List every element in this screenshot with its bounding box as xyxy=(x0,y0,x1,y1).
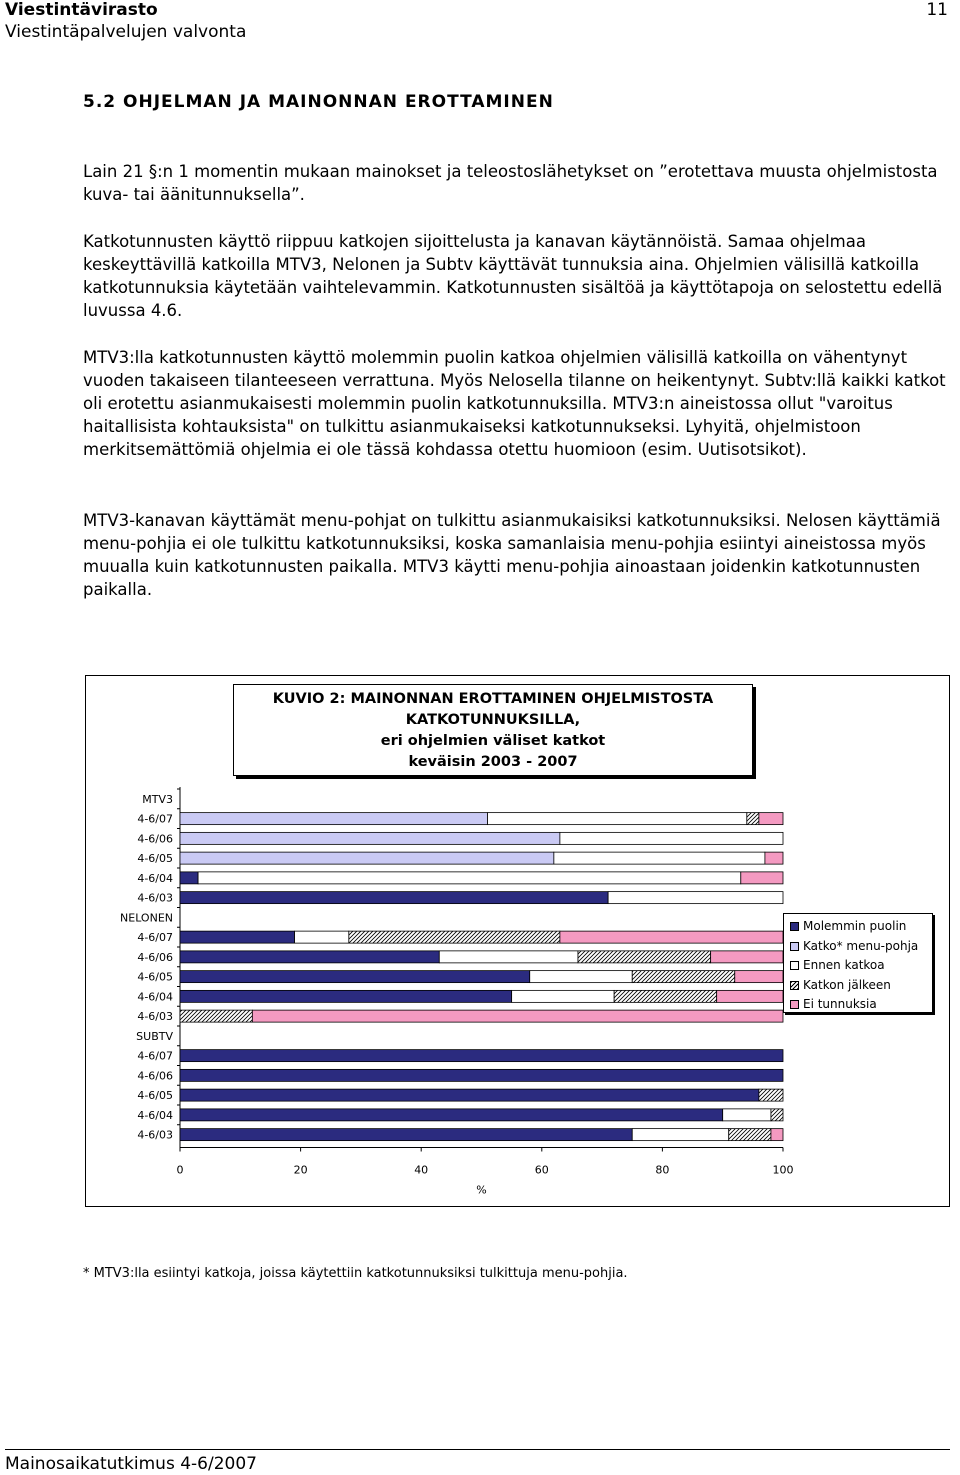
legend-item xyxy=(790,956,932,976)
bar-segment xyxy=(747,813,759,825)
bar-segment xyxy=(735,971,783,983)
bar-segment xyxy=(180,1089,759,1101)
footer-text: Mainosaikatutkimus 4-6/2007 xyxy=(5,1454,257,1474)
bar-segment xyxy=(759,813,783,825)
bar-segment xyxy=(180,872,198,884)
chart-legend xyxy=(783,913,933,1013)
bar-segment xyxy=(608,892,783,904)
chart-title-line: KUVIO 2: MAINONNAN EROTTAMINEN OHJELMISTOSTA xyxy=(272,691,714,707)
y-tick-label: 4-6/07 xyxy=(137,1049,173,1063)
footer-divider xyxy=(5,1449,950,1450)
legend-swatch-icon xyxy=(790,922,799,931)
y-group-label: NELONEN xyxy=(120,911,173,925)
bar-segment xyxy=(180,852,554,864)
bar-segment xyxy=(741,872,783,884)
legend-swatch-icon xyxy=(790,942,799,951)
x-axis-label: % xyxy=(476,1183,487,1197)
bar-segment xyxy=(180,892,608,904)
bar-segment xyxy=(180,813,488,825)
bar-segment xyxy=(759,1089,783,1101)
y-tick-label: 4-6/03 xyxy=(137,1128,173,1142)
bar-segment xyxy=(530,971,633,983)
bar-segment xyxy=(180,1050,783,1062)
organization-name: Viestintävirasto xyxy=(5,0,158,20)
chart-title-line: eri ohjelmien väliset katkot xyxy=(380,733,606,749)
legend-item xyxy=(790,995,932,1015)
legend-item xyxy=(790,917,932,937)
bar-segment xyxy=(180,951,439,963)
y-tick-label: 4-6/06 xyxy=(137,832,173,846)
bar-segment xyxy=(252,1010,783,1022)
chart-title-line: keväisin 2003 - 2007 xyxy=(408,754,578,770)
y-tick-label: 4-6/04 xyxy=(137,1108,173,1122)
x-tick-label: 80 xyxy=(655,1163,670,1177)
bar-segment xyxy=(765,852,783,864)
paragraph: Katkotunnusten käyttö riippuu katkojen sijoittelusta ja kanavan käytännöistä. Samaa ohjelmaa keskeyttävillä katkoilla MTV3, Nelonen ja Subtv käyttävät tunnuksia aina. Ohjelmien välisillä katkoilla katkotunnuksia käytetään vaihtelevammin. Katkotunnusten sisältöä ja käyttötapoja on selostettu edellä luvussa 4.6. xyxy=(83,232,943,320)
bar-segment xyxy=(554,852,765,864)
legend-swatch-icon xyxy=(790,961,799,970)
y-group-label: MTV3 xyxy=(142,792,173,806)
page-number: 11 xyxy=(926,0,948,20)
bar-segment xyxy=(180,832,560,844)
legend-label: Ennen katkoa xyxy=(803,958,885,972)
legend-label: Katko* menu-pohja xyxy=(803,938,919,953)
legend-label: Katkon jälkeen xyxy=(803,977,891,992)
x-tick-label: 60 xyxy=(534,1163,549,1177)
bar-segment xyxy=(488,813,747,825)
bar-segment xyxy=(439,951,578,963)
bar-segment xyxy=(771,1129,783,1141)
footnote: * MTV3:lla esiintyi katkoja, joissa käytettiin katkotunnuksiksi tulkittuja menu-pohjia. xyxy=(83,1266,628,1281)
y-tick-label: 4-6/03 xyxy=(137,891,173,905)
paragraph: MTV3:lla katkotunnusten käyttö molemmin puolin katkoa ohjelmien välisillä katkoilla on vähentynyt vuoden takaiseen tilanteeseen verrattuna. Myös Nelosella tilanne on heikentynyt. Subtv:llä kaikki katkot oli erotettu asianmukaisesti molemmin puolin katkotunnuksilla. MTV3:n aineistossa ollut "varoitus haitallisista kohtauksista" on tulkittu asianmukaiseksi katkotunnukseksi. Lyhyitä, ohjelmistoon merkitsemättömiä ohjelmia ei ole tässä kohdassa otettu huomioon (esim. Uutisotsikot). xyxy=(83,348,946,459)
x-tick-label: 100 xyxy=(772,1163,794,1177)
paragraph: MTV3-kanavan käyttämät menu-pohjat on tulkittu asianmukaisiksi katkotunnuksiksi. Nelosen käyttämiä menu-pohjia ei ole tulkittu katkotunnuksiksi, koska samanlaisia menu-pohjia esiintyi aineistossa myös muualla kuin katkotunnusten paikalla. MTV3 käytti menu-pohjia ainoastaan joidenkin katkotunnusten paikalla. xyxy=(83,511,941,599)
bar-segment xyxy=(180,1069,783,1081)
section-title: 5.2 OHJELMAN JA MAINONNAN EROTTAMINEN xyxy=(83,92,554,112)
bar-segment xyxy=(560,931,783,943)
x-tick-label: 40 xyxy=(414,1163,429,1177)
bar-segment xyxy=(614,990,717,1002)
bar-segment xyxy=(180,990,512,1002)
y-group-label: SUBTV xyxy=(136,1029,173,1043)
legend-swatch-icon xyxy=(790,1000,799,1009)
paragraph: Lain 21 §:n 1 momentin mukaan mainokset ja teleostoslähetykset on ”erotettava muusta ohjelmistosta kuva- tai äänitunnuksella”. xyxy=(83,162,938,204)
y-tick-label: 4-6/07 xyxy=(137,812,173,826)
y-tick-label: 4-6/05 xyxy=(137,852,173,866)
bar-segment xyxy=(349,931,560,943)
bar-segment xyxy=(198,872,741,884)
bar-segment xyxy=(632,971,735,983)
y-tick-label: 4-6/03 xyxy=(137,1010,173,1024)
bar-segment xyxy=(180,1109,723,1121)
bar-segment xyxy=(578,951,711,963)
legend-label: Molemmin puolin xyxy=(803,919,907,933)
y-tick-label: 4-6/07 xyxy=(137,931,173,945)
bar-segment xyxy=(560,832,783,844)
bar-segment xyxy=(180,971,530,983)
chart-title xyxy=(233,684,753,776)
chart-title-line: KATKOTUNNUKSILLA, xyxy=(405,712,581,728)
bar-segment xyxy=(632,1129,728,1141)
x-tick-label: 0 xyxy=(176,1163,184,1177)
bar-segment xyxy=(771,1109,783,1121)
bar-segment xyxy=(723,1109,771,1121)
bar-segment xyxy=(512,990,615,1002)
x-tick-label: 20 xyxy=(293,1163,308,1177)
legend-swatch-icon xyxy=(790,981,799,990)
legend-item xyxy=(790,937,932,957)
legend-item xyxy=(790,976,932,996)
bar-segment xyxy=(295,931,349,943)
bar-segment xyxy=(180,931,295,943)
bar-segment xyxy=(180,1129,632,1141)
y-tick-label: 4-6/04 xyxy=(137,990,173,1004)
y-tick-label: 4-6/05 xyxy=(137,970,173,984)
unit-name: Viestintäpalvelujen valvonta xyxy=(5,22,247,42)
bar-segment xyxy=(729,1129,771,1141)
legend-label: Ei tunnuksia xyxy=(803,997,877,1011)
bar-segment xyxy=(180,1010,252,1022)
y-tick-label: 4-6/06 xyxy=(137,950,173,964)
bar-segment xyxy=(717,990,783,1002)
y-tick-label: 4-6/05 xyxy=(137,1089,173,1103)
y-tick-label: 4-6/04 xyxy=(137,871,173,885)
y-tick-label: 4-6/06 xyxy=(137,1069,173,1083)
bar-segment xyxy=(711,951,783,963)
